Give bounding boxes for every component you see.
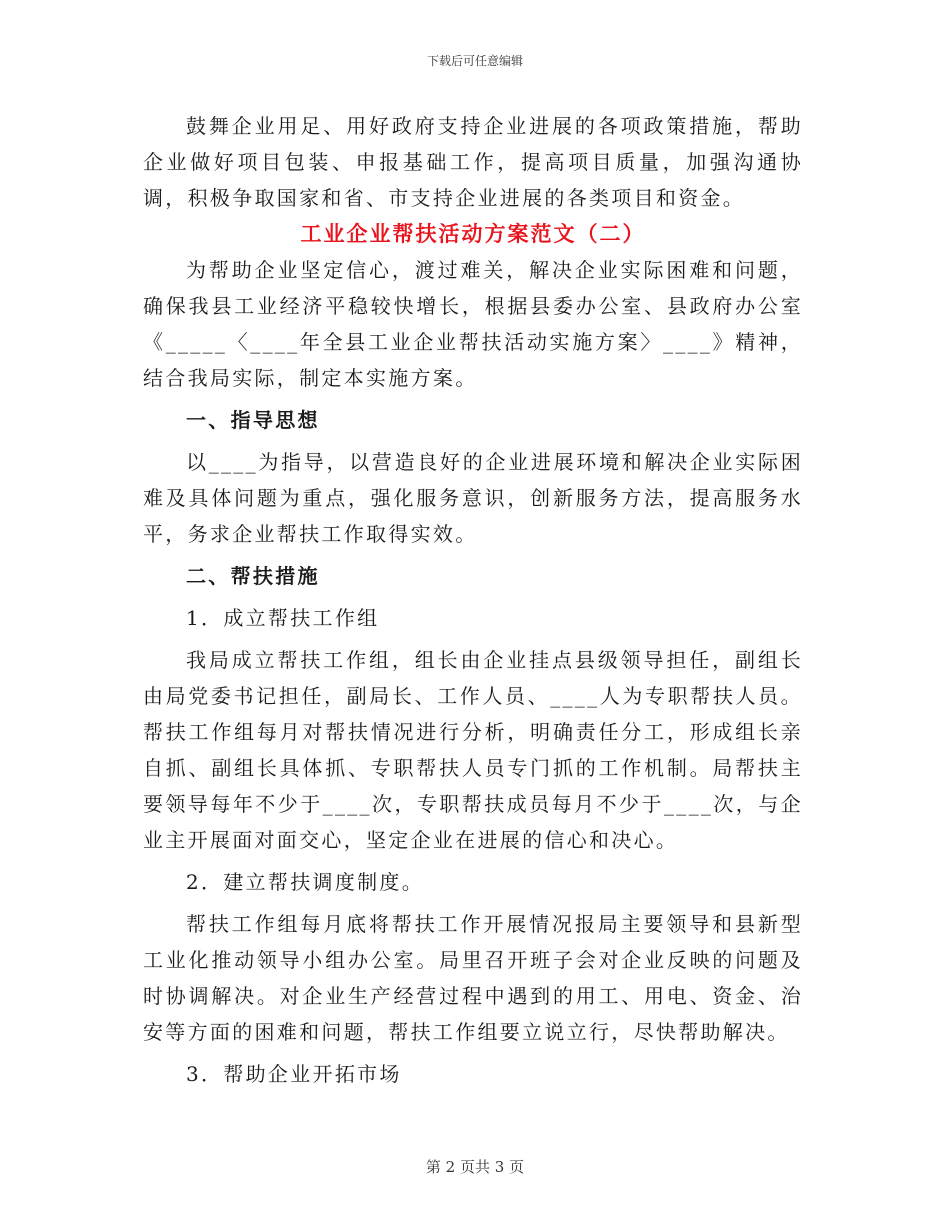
item2-paragraph: 帮扶工作组每月底将帮扶工作开展情况报局主要领导和县新型工业化推动领导小组办公室。局里召开班子会对企业反映的问题及时协调解决。对企业生产经营过程中遇到的用工、用电、资金、治安等方面的困难和问题，帮扶工作组要立说立行，尽快帮助解决。 (143, 912, 803, 1044)
section1-paragraph: 以____为指导，以营造良好的企业进展环境和解决企业实际困难及具体问题为重点，强化服务意识，创新服务方法，提高服务水平，务求企业帮扶工作取得实效。 (143, 450, 803, 546)
item2-heading: 2．建立帮扶调度制度。 (186, 870, 425, 894)
page-header: 下载后可任意编辑 (426, 54, 523, 68)
item3-heading: 3．帮助企业开拓市场 (186, 1062, 402, 1086)
section2-heading: 二、帮扶措施 (186, 564, 320, 588)
preface-paragraph: 为帮助企业坚定信心，渡过难关，解决企业实际困难和问题，确保我县工业经济平稳较快增长，根据县委办公室、县政府办公室《_____〈____年全县工业企业帮扶活动实施方案〉____》精神，结合我局实际，制定本实施方案。 (143, 258, 803, 390)
page-footer: 第 2 页共 3 页 (425, 1158, 525, 1176)
document-body (143, 108, 803, 1092)
section1-heading: 一、指导思想 (186, 408, 320, 432)
item1-paragraph: 我局成立帮扶工作组，组长由企业挂点县级领导担任，副组长由局党委书记担任，副局长、工作人员、____人为专职帮扶人员。帮扶工作组每月对帮扶情况进行分析，明确责任分工，形成组长亲自抓、副组长具体抓、专职帮扶人员专门抓的工作机制。局帮扶主要领导每年不少于____次，专职帮扶成员每月不少于____次，与企业主开展面对面交心，坚定企业在进展的信心和决心。 (143, 648, 803, 852)
item1-heading: 1．成立帮扶工作组 (186, 606, 380, 630)
intro-paragraph: 鼓舞企业用足、用好政府支持企业进展的各项政策措施，帮助企业做好项目包装、申报基础工作，提高项目质量，加强沟通协调，积极争取国家和省、市支持企业进展的各类项目和资金。 (143, 114, 803, 210)
document-title: 工业企业帮扶活动方案范文（二） (300, 221, 646, 246)
